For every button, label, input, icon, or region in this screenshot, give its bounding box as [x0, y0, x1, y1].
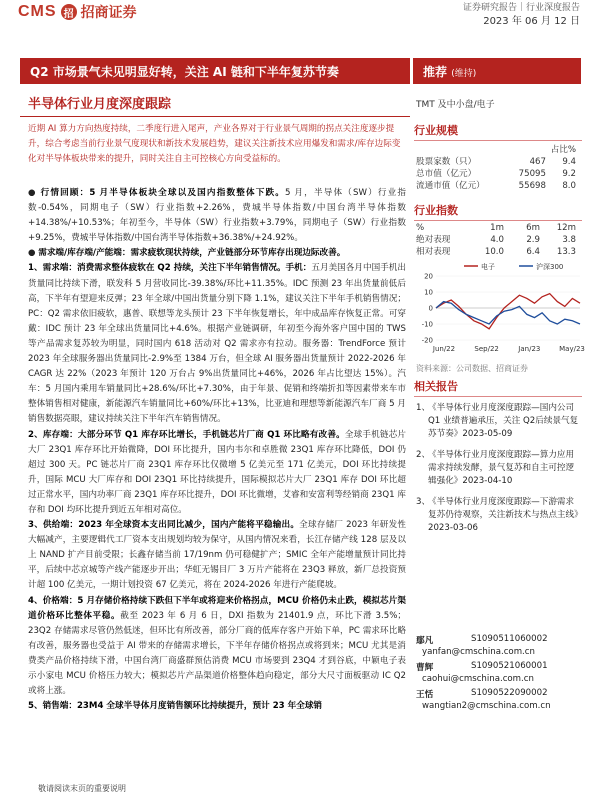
analyst-list — [416, 634, 581, 715]
paragraph — [28, 518, 406, 593]
y-tick-label: 20 — [424, 272, 433, 281]
index-value: 13.3 — [556, 247, 576, 257]
analyst — [416, 634, 581, 659]
analyst-email[interactable]: wangtian2@cmschina.com.cn — [422, 701, 551, 711]
paragraph: ● 行情回顾：5 月半导体板块全球以及国内指数整体下跌。5 月，半导体（SW）行业指数-0.54%，同期电子（SW）行业指数+2.26%，费城半导体指数/中国台湾半导体指数+14.38%/+10.53%；年初至今，半导体（SW）行业指数+3.79%，同期电子（SW）行业指数+9.25%，费城半导体指数/中国台湾半导体指数+36.38%/+24.92%。 — [28, 188, 407, 244]
report-number: 1、 — [416, 403, 431, 413]
index-value: 4.0 — [490, 235, 504, 245]
index-value: 2.9 — [526, 235, 540, 245]
y-tick-label: -20 — [421, 336, 433, 345]
x-tick-label: Jun/22 — [432, 345, 456, 353]
analyst-name: 鄢凡 — [416, 636, 434, 646]
paragraph-text: 截至 2023 年 6 月 6 日，DXI 指数为 21401.9 点，环比下滑 3.5%；23Q2 存储需求尽管仍然低迷，但环比有所改善，部分厂商的低库存客户开始下单，PC 需求环比略有改善，服务器也受益于 AI 带来的存储需求增长，下半年存储价格拐点或将到来；MCU 尤其是消费类产品价格持续下滑，中国台湾厂商盛群预估消费 MCU 市场要到 23Q4 才到谷底，中颖电子表示小家电 MCU 价格压力较大；模拟芯片产品渠道价格整体趋向稳定，部分大尺寸面板驱动 IC Q2 或将上涨。 — [28, 610, 406, 697]
y-tick-label: 10 — [424, 288, 433, 297]
paragraph-lead: 1、需求端：消费需求整体疲软在 Q2 持续，关注下半年销售情况。手机： — [28, 263, 312, 274]
analyst-name: 曹辉 — [416, 663, 434, 673]
index-heading: 行业指数 — [414, 202, 582, 221]
index-key: 相对表现 — [416, 247, 451, 257]
index-table — [416, 222, 576, 258]
header-bar — [0, 0, 600, 40]
index-row — [416, 234, 576, 246]
chart-source: 资料来源：公司数据、招商证券 — [416, 364, 528, 373]
paragraph-lead: 3、供给端：2023 年全球资本支出同比减少，国内产能将平稳输出。 — [28, 520, 300, 531]
paragraph — [28, 428, 406, 519]
scale-header-row — [416, 144, 576, 156]
brand-logo — [18, 2, 137, 22]
scale-key: 流通市值（亿元） — [416, 181, 485, 191]
index-col: % — [416, 223, 425, 233]
paragraph-lead: 需求端/库存端/产能端：需求疲软现状持续，产业链部分环节库存出现边际改善。 — [38, 248, 346, 259]
paragraph — [28, 261, 406, 427]
paragraph-lead: 5、销售端：23M4 全球半导体月度销售额环比持续提升，预计 23 年全球销 — [28, 701, 323, 712]
report-subtitle: 半导体行业月度深度跟踪 — [28, 97, 172, 112]
index-key: 绝对表现 — [416, 235, 451, 245]
analyst-id: S1090521060001 — [471, 661, 548, 671]
paragraph-text: 五月美国各月中国手机出货量同比持续下滑，联发科 5 月营收同比-39.38%/环比+11.35%。IDC 预测 23 年出货量前低后高，下半年有望迎来反弹；23 年全球/中国出货量分别下降 1.1%，建议关注下半年手机销售情况；PC：Q2 需求依旧疲软，惠普、联想等龙头预计 23 下半年恢复增长，年中成品库存恢复正常。可穿戴：IDC 预计 23 年全球出货量同比+4.6%。根据产业链调研，年初至今海外客户国中国的 TWS 等产品需求复苏较为明显，同时国内 618 活动对 Q2 需求亦有拉动。服务器：TrendForce 预计 2023 年全球服务器出货量同比-2.9%至 1384 万台，但全球 AI 服务器出货量预计 2022-2026 年 CAGR 达 22%（2023 年预计 120 万台占 9%出货量同比+46%，2026 年占比望达 15%）。汽车：5 月国内乘用车销量同比+28.6%/环比+7.30%，由于年景、促销和终端折扣等因素带来车市整体销售相对健康，新能源汽车销量同比+60%/环比+13%，比亚迪和理想等新能源汽车厂商 5 月销售数据亮眼，建议持续关注下半年汽车销售情况。 — [28, 263, 406, 425]
scale-table — [416, 144, 576, 192]
scale-key: 股票家数（只） — [416, 157, 477, 167]
x-tick-label: Sep/22 — [474, 345, 499, 353]
analyst — [416, 688, 581, 713]
scale-value: 55698 — [518, 181, 546, 191]
sector-label: TMT 及中小盘/电子 — [416, 100, 495, 110]
recommendation-label: 推荐 — [423, 65, 448, 79]
report-title-link[interactable]: 《半导体行业月度深度跟踪—算力应用需求持续发酵，景气复苏和自主可控逻辑强化》2023-04-10 — [428, 450, 575, 486]
paragraph-lead: 4、价格端：5 月存储价格持续下跌但下半年或将迎来价格拐点，MCU 价格仍未止跌，模拟芯片渠道价格环比整体平稳。 — [28, 595, 406, 621]
related-report-item[interactable] — [416, 449, 581, 488]
paragraph-text: 全球手机链芯片大厂 23Q1 库存环比开始微降，DOI 环比提升，国内韦尔和卓胜微 23Q1 库存环比降低，DOI 仍超过 300 天。PC 链芯片厂商 23Q1 库存环比仅微增 5 亿美元至 171 亿美元，DOI 环比持续提升，国际 MCU 大厂库存和 DOI 23Q1 环比持续提升，国际模拟芯片大厂 23Q1 库存 DOI 环比超过正常水平，国内功率厂商 23Q1 库存环比提升，DOI 环比微增，艾睿和安富利等经销商 23Q1 库存和 DOI 均环比提升到近五年相对高位。 — [28, 429, 406, 515]
related-reports — [416, 402, 581, 543]
paragraph-lead: 2、库存端：大部分环节 Q1 库存环比增长，手机链芯片厂商 Q1 环比略有改善。 — [28, 429, 345, 440]
analyst-id: S1090522090002 — [471, 688, 548, 698]
report-title-link[interactable]: 《半导体行业月度深度跟踪—下游需求复苏仍待观察，关注新技术与热点主线》2023-03-06 — [428, 497, 579, 533]
unit-label: 占比% — [550, 145, 576, 155]
report-body — [28, 186, 406, 714]
report-type: 证券研究报告｜行业深度报告 — [462, 3, 580, 13]
analyst-email[interactable]: caohui@cmschina.com.cn — [422, 674, 534, 684]
index-row — [416, 246, 576, 258]
paragraph-lead: 行情回顾：5 月半导体板块全球以及国内指数整体下跌。 — [40, 188, 286, 198]
scale-heading: 行业规模 — [414, 122, 582, 141]
index-col: 6m — [526, 223, 540, 233]
abstract: 近期 AI 算力方向热度持续，二季度行进入尾声，产业各界对于行业景气周期的拐点关注度逐步提升，综合考虑当前行业景气度现状和新技术发展趋势，建议关注新技术应用爆发和需求/库存边际变化对半导体板块带来的提升，同时关注自主可控核心方向受益标的。 — [28, 124, 401, 164]
logo-en: CMS — [18, 3, 57, 20]
analyst-id: S1090511060002 — [471, 634, 548, 644]
legend-label: 电子 — [481, 263, 495, 271]
footer-note: 敬请阅读末页的重要说明 — [38, 784, 126, 793]
y-tick-label: 0 — [428, 304, 433, 313]
paragraph: ● 需求端/库存端/产能端：需求疲软现状持续，产业链部分环节库存出现边际改善。 — [28, 248, 346, 259]
analyst — [416, 661, 581, 686]
x-tick-label: Jan/23 — [518, 345, 541, 353]
paragraph-text: 5 月，半导体（SW）行业指数-0.54%，同期电子（SW）行业指数+2.26%，费城半导体指数/中国台湾半导体指数+14.38%/+10.53%；年初至今，半导体（SW）行业指数+3.79%，同期电子（SW）行业指数+9.25%，费城半导体指数/中国台湾半导体指数+36.38%/+24.92%。 — [28, 188, 407, 244]
scale-share: 9.4 — [562, 157, 576, 167]
x-tick-label: May/23 — [559, 345, 585, 353]
report-title: Q2 市场景气未见明显好转，关注 AI 链和下半年复苏节奏 — [20, 58, 410, 84]
logo-badge-icon: 招 — [61, 4, 77, 20]
index-header-row — [416, 222, 576, 234]
paragraph-text: 全球存储厂 2023 年研发性大幅减产，主要逻辑代工厂资本支出规划均较为保守，从国内情况来看，长江存储产线 128 层及以上 NAND 扩产目前受限；长鑫存储当前 17/19nm 仍可稳健扩产；SMIC 全年产能增量预计同比持平，后续中芯京城等产线产能逐步开出；华虹无锡目厂 3 万片产能将在 23Q3 释放，新厂总投资预计超 100 亿美元，一期计划投资 67 亿美元，将在 2024-2026 年进行产能爬坡。 — [28, 520, 406, 591]
index-col: 1m — [490, 223, 504, 233]
paragraph — [28, 699, 406, 714]
divider — [20, 116, 410, 117]
scale-value: 75095 — [518, 169, 546, 179]
report-title-link[interactable]: 《半导体行业月度深度跟踪—国内公司 Q1 业绩普遍承压，关注 Q2后续景气复苏节奏》2023-05-09 — [428, 403, 579, 439]
index-value: 6.4 — [526, 247, 540, 257]
report-number: 3、 — [416, 497, 431, 507]
index-chart — [414, 260, 586, 360]
related-report-item[interactable] — [416, 402, 581, 441]
scale-value: 467 — [529, 157, 546, 167]
analyst-email[interactable]: yanfan@cmschina.com.cn — [422, 647, 535, 657]
paragraph — [28, 594, 406, 700]
analyst-name: 王恬 — [416, 690, 434, 700]
logo-cn: 招商证券 — [80, 5, 137, 21]
report-number: 2、 — [416, 450, 431, 460]
scale-row — [416, 180, 576, 192]
scale-share: 9.2 — [562, 169, 576, 179]
legend-label: 沪深300 — [536, 263, 564, 271]
index-value: 10.0 — [484, 247, 504, 257]
index-col: 12m — [556, 223, 576, 233]
index-value: 3.8 — [562, 235, 576, 245]
related-report-item[interactable] — [416, 496, 581, 535]
scale-row — [416, 168, 576, 180]
y-tick-label: -10 — [421, 320, 433, 329]
scale-row — [416, 156, 576, 168]
report-date: 2023 年 06 月 12 日 — [483, 16, 580, 27]
recommendation-badge — [413, 58, 581, 84]
scale-share: 8.0 — [562, 181, 576, 191]
recommendation-qualifier: (维持) — [451, 69, 477, 79]
scale-key: 总市值（亿元） — [416, 169, 477, 179]
related-heading: 相关报告 — [414, 378, 582, 397]
